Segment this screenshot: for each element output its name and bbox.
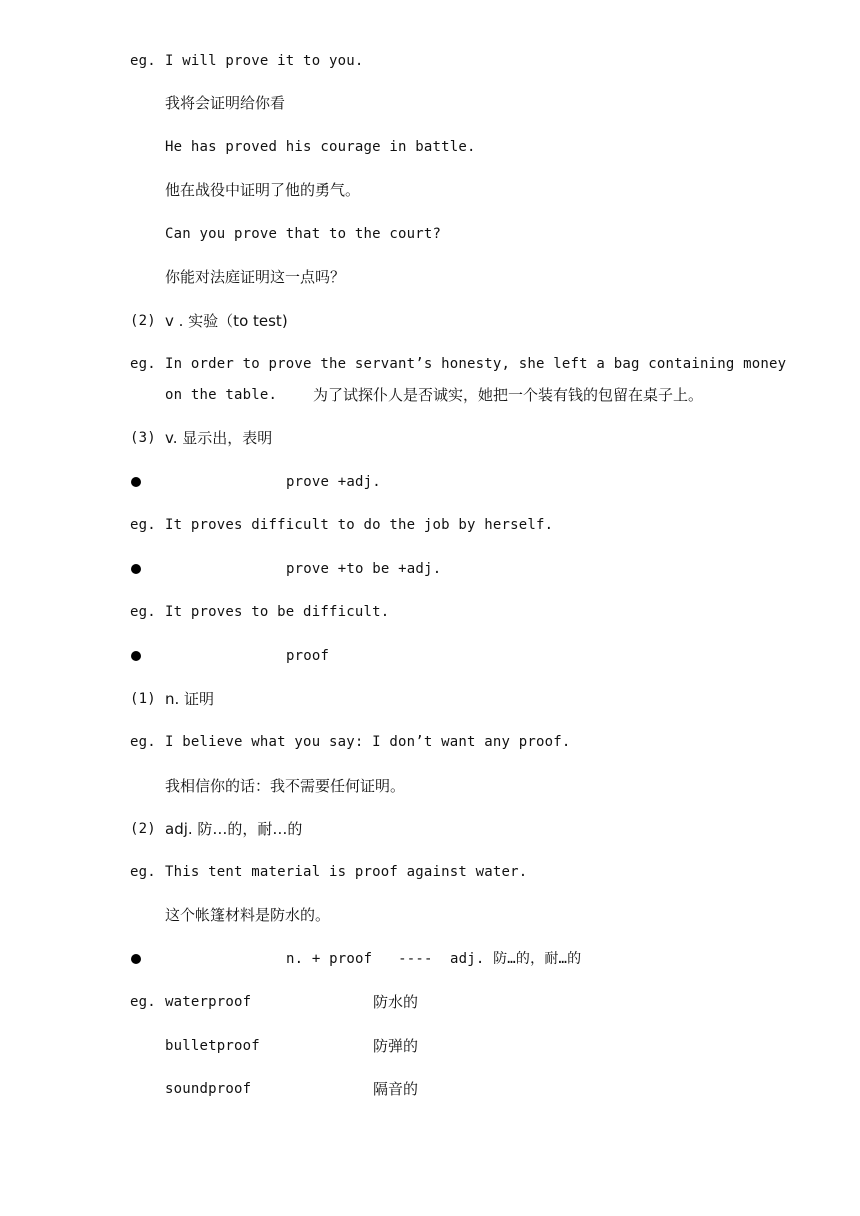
bullet-icon xyxy=(131,477,141,487)
word-meaning: 防弹的 xyxy=(373,1037,419,1055)
eg-label: eg. xyxy=(130,517,156,533)
example-text: In order to prove the servant’s honesty, she left a bag containing money xyxy=(165,356,787,372)
sense-number: (1) xyxy=(130,691,156,707)
translation-text: 我相信你的话：我不需要任何证明。 xyxy=(165,777,406,795)
word-meaning: 防水的 xyxy=(373,993,419,1011)
word-text: bulletproof xyxy=(165,1038,260,1054)
bullet-icon xyxy=(131,651,141,661)
eg-label: eg. xyxy=(130,356,156,372)
sense-number: (2) xyxy=(130,313,156,329)
sense-number: (3) xyxy=(130,430,156,446)
definition-text: n. 证明 xyxy=(165,690,215,708)
pattern-text: n. + proof ---- adj. 防…的，耐…的 xyxy=(286,951,582,967)
definition-text: v. 显示出，表明 xyxy=(165,429,273,447)
translation-text: 你能对法庭证明这一点吗？ xyxy=(165,268,346,286)
example-text: He has proved his courage in battle. xyxy=(165,139,476,155)
word-meaning: 隔音的 xyxy=(373,1080,419,1098)
example-text: I believe what you say: I don’t want any proof. xyxy=(165,734,571,750)
translation-text: 我将会证明给你看 xyxy=(165,94,286,112)
example-text: I will prove it to you. xyxy=(165,53,364,69)
example-text: Can you prove that to the court? xyxy=(165,226,442,242)
eg-label: eg. xyxy=(130,53,156,69)
eg-label: eg. xyxy=(130,604,156,620)
eg-label: eg. xyxy=(130,994,156,1010)
sense-number: (2) xyxy=(130,821,156,837)
example-text: on the table. xyxy=(165,387,278,403)
definition-text: adj. 防…的，耐…的 xyxy=(165,820,303,838)
eg-label: eg. xyxy=(130,734,156,750)
bullet-icon xyxy=(131,564,141,574)
bullet-icon xyxy=(131,954,141,964)
word-text: soundproof xyxy=(165,1081,252,1097)
example-text: This tent material is proof against water. xyxy=(165,864,528,880)
eg-label: eg. xyxy=(130,864,156,880)
definition-text: v . 实验（to test) xyxy=(165,312,288,330)
translation-text: 为了试探仆人是否诚实，她把一个装有钱的包留在桌子上。 xyxy=(313,386,704,404)
pattern-text: prove +to be +adj. xyxy=(286,561,442,577)
translation-text: 这个帐篷材料是防水的。 xyxy=(165,906,331,924)
pattern-text: proof xyxy=(286,648,330,664)
example-text: It proves to be difficult. xyxy=(165,604,390,620)
example-text: It proves difficult to do the job by herself. xyxy=(165,517,554,533)
word-text: waterproof xyxy=(165,994,252,1010)
pattern-text: prove +adj. xyxy=(286,474,381,490)
translation-text: 他在战役中证明了他的勇气。 xyxy=(165,181,361,199)
